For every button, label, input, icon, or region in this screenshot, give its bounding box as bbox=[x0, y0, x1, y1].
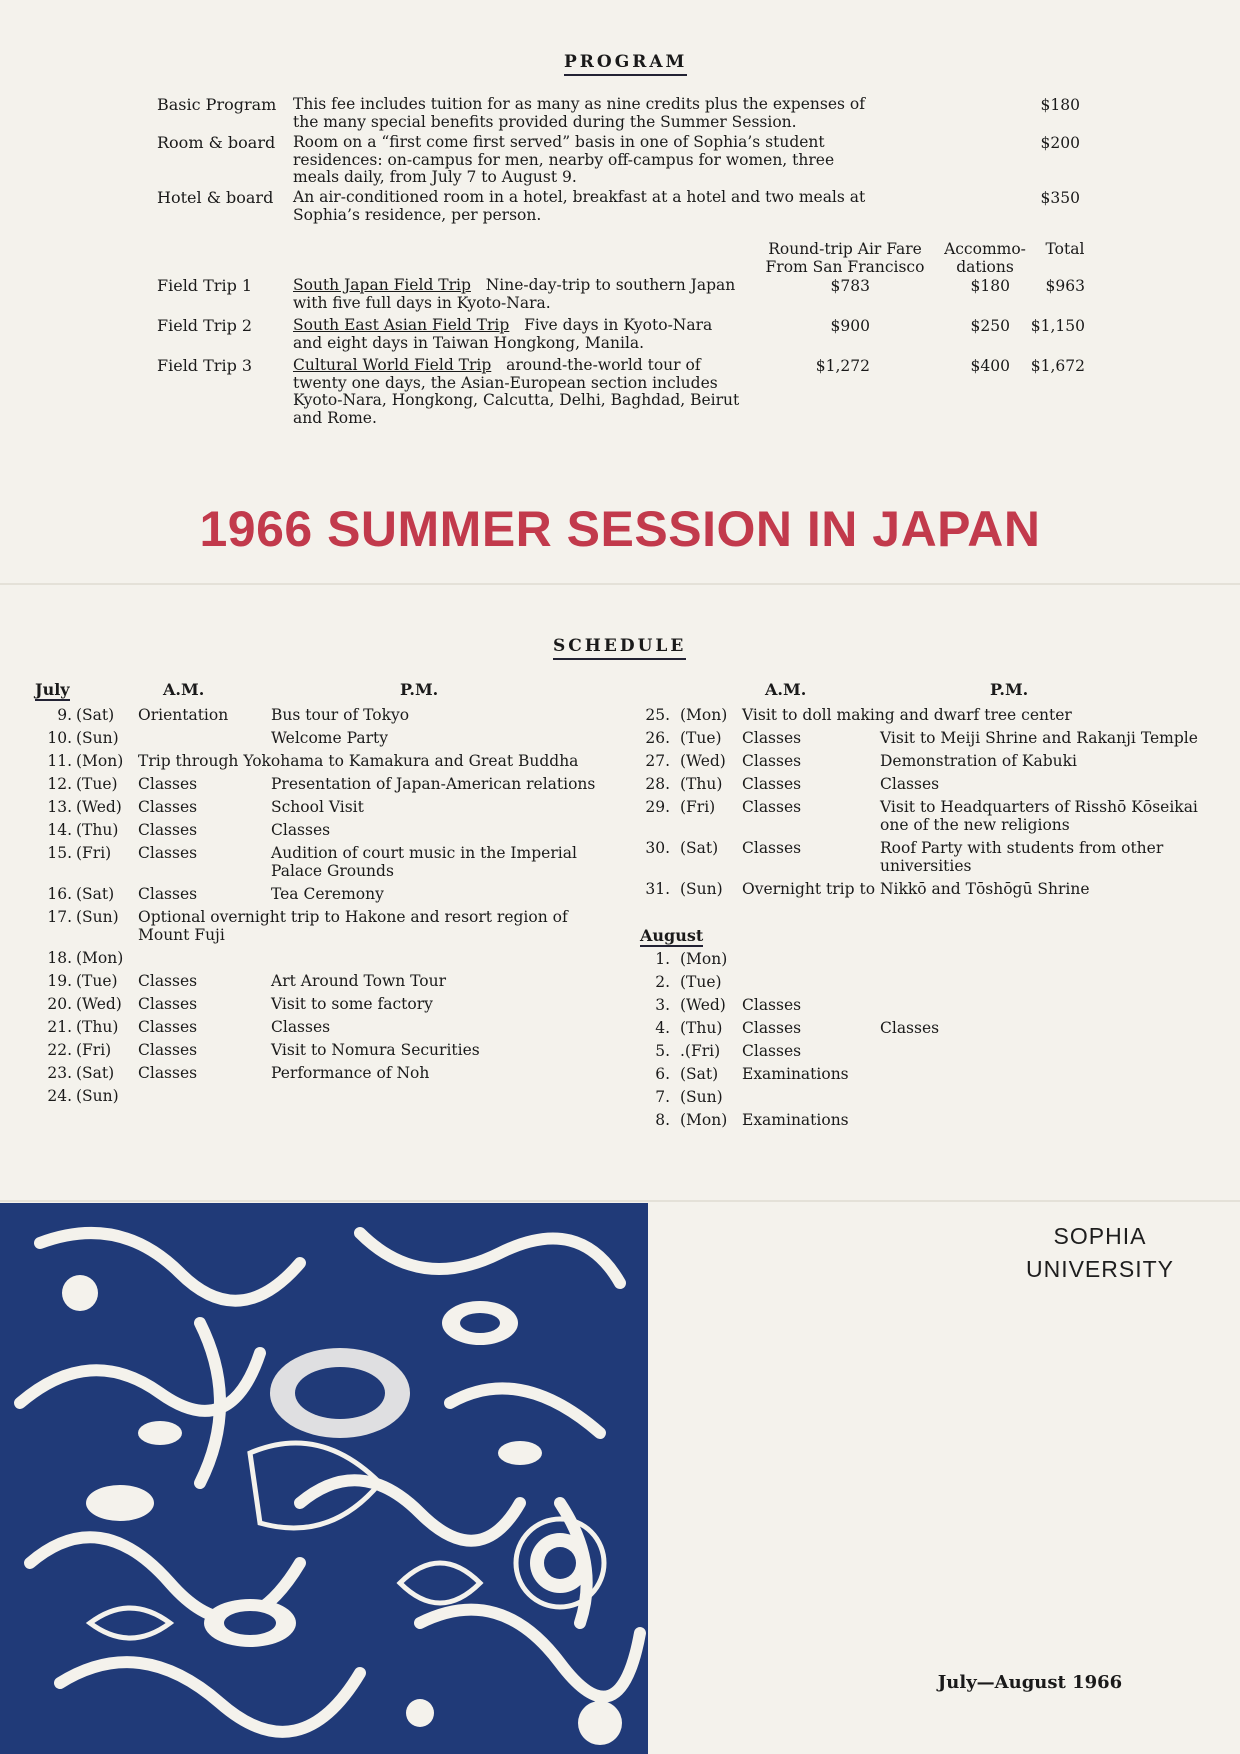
trip1-text: Nine-day-trip to southern Japan with five full days in Kyoto-Nara. bbox=[293, 276, 736, 312]
papercut-artwork bbox=[0, 1203, 648, 1754]
schedule-weekday: (Mon) bbox=[680, 950, 728, 968]
trip2-text: Five days in Kyoto-Nara and eight days in Taiwan Hongkong, Manila. bbox=[293, 316, 713, 352]
trip2-desc bbox=[293, 317, 743, 352]
schedule-pm-activity: Tea Ceremony bbox=[271, 885, 384, 903]
schedule-am-activity: Orientation bbox=[138, 706, 229, 724]
schedule-weekday: (Sat) bbox=[76, 885, 115, 903]
schedule-day-number: 16. bbox=[47, 885, 72, 903]
right-am-header: A.M. bbox=[765, 680, 807, 699]
left-pm-header: P.M. bbox=[400, 680, 439, 699]
schedule-am-activity: Classes bbox=[138, 1018, 198, 1036]
schedule-weekday: (Thu) bbox=[76, 821, 119, 839]
schedule-day-number: 24. bbox=[47, 1087, 72, 1105]
schedule-am-activity: Classes bbox=[138, 821, 198, 839]
schedule-am-activity: Examinations bbox=[742, 1065, 849, 1083]
schedule-pm-activity: Visit to some factory bbox=[271, 995, 433, 1013]
schedule-day-number: 20. bbox=[47, 995, 72, 1013]
schedule-pm-activity: Classes bbox=[271, 821, 331, 839]
schedule-am-activity: Classes bbox=[742, 839, 802, 857]
schedule-day-number: 19. bbox=[47, 972, 72, 990]
right-pm-header: P.M. bbox=[990, 680, 1029, 699]
schedule-day-number: 3. bbox=[655, 996, 670, 1014]
schedule-weekday: (Wed) bbox=[76, 798, 122, 816]
papercut-svg bbox=[0, 1203, 648, 1754]
schedule-weekday: (Fri) bbox=[76, 1041, 112, 1059]
schedule-am-activity: Classes bbox=[138, 885, 198, 903]
schedule-weekday: (Sun) bbox=[680, 880, 723, 898]
schedule-am-activity: Classes bbox=[138, 1064, 198, 1082]
schedule-weekday: (Mon) bbox=[76, 752, 124, 770]
schedule-full-day-activity: Visit to doll making and dwarf tree center bbox=[742, 706, 1072, 724]
program-desc-hotel: An air-conditioned room in a hotel, breakfast at a hotel and two meals at Sophia’s residence, per person. bbox=[293, 188, 866, 224]
month-label-august: August bbox=[640, 926, 704, 945]
program-price-hotel: $350 bbox=[1040, 189, 1080, 207]
fold-line-bottom bbox=[0, 1200, 1240, 1202]
schedule-weekday: (Wed) bbox=[76, 995, 122, 1013]
institution-line2: UNIVERSITY bbox=[1025, 1256, 1175, 1282]
trip1-airfare: $783 bbox=[830, 277, 870, 295]
program-desc-basic: This fee includes tuition for as many as nine credits plus the expenses of the many special benefits provided during the Summer Session. bbox=[293, 95, 865, 131]
schedule-day-number: 9. bbox=[57, 706, 72, 724]
schedule-day-number: 17. bbox=[47, 908, 72, 926]
trip3-desc bbox=[293, 357, 743, 427]
schedule-am-activity: Classes bbox=[138, 844, 198, 862]
schedule-header: SCHEDULE bbox=[553, 636, 686, 660]
schedule-day-number: 1. bbox=[655, 950, 670, 968]
schedule-weekday: (Wed) bbox=[680, 752, 726, 770]
schedule-day-number: 14. bbox=[47, 821, 72, 839]
schedule-weekday: (Sat) bbox=[680, 1065, 719, 1083]
schedule-pm-activity: Art Around Town Tour bbox=[271, 972, 447, 990]
program-label-room: Room & board bbox=[157, 133, 276, 152]
schedule-weekday: (Sat) bbox=[680, 839, 719, 857]
trip1-name: South Japan Field Trip bbox=[293, 276, 471, 294]
trip2-label: Field Trip 2 bbox=[157, 316, 253, 335]
trip2-total: $1,150 bbox=[1030, 317, 1085, 335]
schedule-day-number: 28. bbox=[645, 775, 670, 793]
schedule-full-day-activity: Optional overnight trip to Hakone and resort region of Mount Fuji bbox=[138, 908, 568, 944]
schedule-am-activity: Classes bbox=[742, 1019, 802, 1037]
schedule-weekday: (Tue) bbox=[76, 972, 118, 990]
schedule-day-number: 2. bbox=[655, 973, 670, 991]
month-label-july: July bbox=[35, 680, 70, 699]
schedule-weekday: (Mon) bbox=[76, 949, 124, 967]
schedule-day-number: 26. bbox=[645, 729, 670, 747]
trip3-label: Field Trip 3 bbox=[157, 356, 253, 375]
schedule-weekday: (Fri) bbox=[76, 844, 112, 862]
schedule-weekday: (Mon) bbox=[680, 706, 728, 724]
schedule-weekday: (Sun) bbox=[76, 908, 119, 926]
schedule-day-number: 25. bbox=[645, 706, 670, 724]
col-accom-header: Accommo- dations bbox=[944, 240, 1026, 276]
schedule-day-number: 31. bbox=[645, 880, 670, 898]
left-am-header: A.M. bbox=[163, 680, 205, 699]
schedule-weekday: (Thu) bbox=[680, 1019, 723, 1037]
trip1-desc bbox=[293, 277, 743, 312]
program-price-room: $200 bbox=[1040, 134, 1080, 152]
trip1-accom: $180 bbox=[970, 277, 1010, 295]
program-desc-room: Room on a “first come first served” basis in one of Sophia’s student residences: on-campus for men, nearby off-campus for women, three meals daily, from July 7 to August 9. bbox=[293, 133, 835, 186]
schedule-day-number: 15. bbox=[47, 844, 72, 862]
schedule-weekday: (Fri) bbox=[680, 798, 716, 816]
schedule-weekday: (Sun) bbox=[680, 1088, 723, 1106]
schedule-am-activity: Classes bbox=[742, 729, 802, 747]
schedule-weekday: (Tue) bbox=[680, 973, 722, 991]
fold-line-top bbox=[0, 583, 1240, 585]
schedule-weekday: (Tue) bbox=[76, 775, 118, 793]
schedule-day-number: 7. bbox=[655, 1088, 670, 1106]
schedule-weekday: (Sun) bbox=[76, 729, 119, 747]
schedule-am-activity: Classes bbox=[138, 1041, 198, 1059]
trip1-label: Field Trip 1 bbox=[157, 276, 253, 295]
schedule-day-number: 23. bbox=[47, 1064, 72, 1082]
schedule-weekday: (Sat) bbox=[76, 1064, 115, 1082]
trip2-airfare: $900 bbox=[830, 317, 870, 335]
schedule-am-activity: Classes bbox=[138, 972, 198, 990]
schedule-am-activity: Classes bbox=[138, 775, 198, 793]
schedule-pm-activity: Demonstration of Kabuki bbox=[880, 752, 1077, 770]
schedule-pm-activity: Performance of Noh bbox=[271, 1064, 430, 1082]
schedule-pm-activity: Presentation of Japan-American relations bbox=[271, 775, 596, 793]
schedule-pm-activity: School Visit bbox=[271, 798, 364, 816]
trip3-accom: $400 bbox=[970, 357, 1010, 375]
schedule-day-number: 13. bbox=[47, 798, 72, 816]
schedule-weekday: (Tue) bbox=[680, 729, 722, 747]
trip3-airfare: $1,272 bbox=[815, 357, 870, 375]
schedule-pm-activity: Audition of court music in the Imperial Palace Grounds bbox=[271, 844, 577, 880]
trip3-total: $1,672 bbox=[1030, 357, 1085, 375]
schedule-weekday: (Mon) bbox=[680, 1111, 728, 1129]
schedule-day-number: 27. bbox=[645, 752, 670, 770]
schedule-weekday: (Thu) bbox=[680, 775, 723, 793]
schedule-day-number: 10. bbox=[47, 729, 72, 747]
institution-name bbox=[1000, 1220, 1200, 1286]
schedule-pm-activity: Visit to Meiji Shrine and Rakanji Temple bbox=[880, 729, 1198, 747]
institution-line1: SOPHIA bbox=[1053, 1223, 1147, 1249]
program-header: PROGRAM bbox=[564, 52, 687, 76]
schedule-weekday: (Wed) bbox=[680, 996, 726, 1014]
schedule-pm-activity: Classes bbox=[880, 1019, 940, 1037]
trip3-name: Cultural World Field Trip bbox=[293, 356, 492, 374]
schedule-pm-activity: Classes bbox=[880, 775, 940, 793]
schedule-day-number: 11. bbox=[47, 752, 72, 770]
schedule-day-number: 30. bbox=[645, 839, 670, 857]
schedule-am-activity: Examinations bbox=[742, 1111, 849, 1129]
schedule-day-number: 21. bbox=[47, 1018, 72, 1036]
schedule-day-number: 22. bbox=[47, 1041, 72, 1059]
schedule-am-activity: Classes bbox=[138, 995, 198, 1013]
program-label-basic: Basic Program bbox=[157, 95, 277, 114]
schedule-am-activity: Classes bbox=[742, 752, 802, 770]
schedule-pm-activity: Visit to Nomura Securities bbox=[271, 1041, 480, 1059]
schedule-pm-activity: Roof Party with students from other universities bbox=[880, 839, 1164, 875]
trip2-name: South East Asian Field Trip bbox=[293, 316, 510, 334]
schedule-pm-activity: Visit to Headquarters of Risshō Kōseikai one of the new religions bbox=[880, 798, 1198, 834]
schedule-am-activity: Classes bbox=[742, 1042, 802, 1060]
schedule-weekday: (Sat) bbox=[76, 706, 115, 724]
col-airfare-header: Round-trip Air Fare From San Francisco bbox=[765, 240, 925, 276]
schedule-pm-activity: Classes bbox=[271, 1018, 331, 1036]
schedule-weekday: (Thu) bbox=[76, 1018, 119, 1036]
schedule-am-activity: Classes bbox=[742, 996, 802, 1014]
col-total-header: Total bbox=[1045, 240, 1085, 258]
program-price-basic: $180 bbox=[1040, 96, 1080, 114]
schedule-pm-activity: Welcome Party bbox=[271, 729, 388, 747]
trip1-total: $963 bbox=[1045, 277, 1085, 295]
schedule-full-day-activity: Trip through Yokohama to Kamakura and Great Buddha bbox=[138, 752, 579, 770]
trip3-text: around-the-world tour of twenty one days, the Asian-European section includes Kyoto-Nara, Hongkong, Calcutta, Delhi, Baghdad, Beirut and Rome. bbox=[293, 356, 740, 427]
program-label-hotel: Hotel & board bbox=[157, 188, 274, 207]
session-title-banner: 1966 SUMMER SESSION IN JAPAN bbox=[199, 501, 1041, 557]
schedule-weekday: .(Fri) bbox=[680, 1042, 721, 1060]
schedule-day-number: 18. bbox=[47, 949, 72, 967]
schedule-day-number: 6. bbox=[655, 1065, 670, 1083]
schedule-am-activity: Classes bbox=[138, 798, 198, 816]
trip2-accom: $250 bbox=[970, 317, 1010, 335]
schedule-am-activity: Classes bbox=[742, 775, 802, 793]
schedule-day-number: 4. bbox=[655, 1019, 670, 1037]
schedule-day-number: 8. bbox=[655, 1111, 670, 1129]
session-dates: July—August 1966 bbox=[937, 1672, 1123, 1693]
schedule-day-number: 12. bbox=[47, 775, 72, 793]
schedule-day-number: 29. bbox=[645, 798, 670, 816]
schedule-am-activity: Classes bbox=[742, 798, 802, 816]
schedule-pm-activity: Bus tour of Tokyo bbox=[271, 706, 410, 724]
schedule-weekday: (Sun) bbox=[76, 1087, 119, 1105]
schedule-day-number: 5. bbox=[655, 1042, 670, 1060]
schedule-full-day-activity: Overnight trip to Nikkō and Tōshōgū Shrine bbox=[742, 880, 1090, 898]
